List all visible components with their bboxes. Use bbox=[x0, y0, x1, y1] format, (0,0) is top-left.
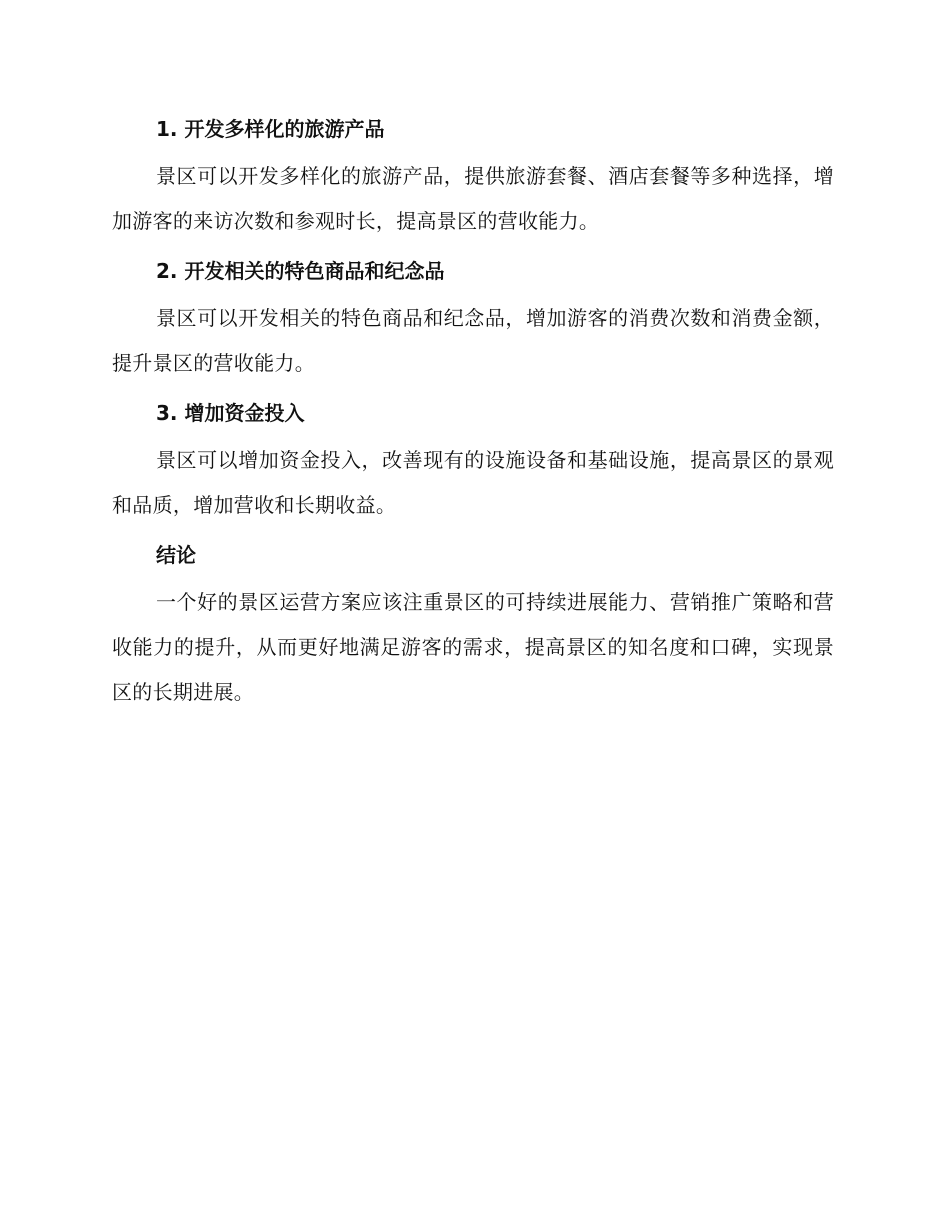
section-paragraph-1: 景区可以开发多样化的旅游产品，提供旅游套餐、酒店套餐等多种选择，增加游客的来访次数和参观时长，提高景区的营收能力。 bbox=[112, 164, 834, 233]
section-heading-3: 3. 增加资金投入 bbox=[156, 401, 305, 425]
section-heading-2: 2. 开发相关的特色商品和纪念品 bbox=[156, 259, 445, 283]
conclusion-heading: 结论 bbox=[156, 543, 196, 567]
conclusion-paragraph: 一个好的景区运营方案应该注重景区的可持续进展能力、营销推广策略和营收能力的提升，从而更好地满足游客的需求，提高景区的知名度和口碑，实现景区的长期进展。 bbox=[112, 590, 834, 704]
document-body bbox=[112, 112, 834, 715]
section-paragraph-2: 景区可以开发相关的特色商品和纪念品，增加游客的消费次数和消费金额，提升景区的营收能力。 bbox=[112, 306, 834, 375]
section-heading-1: 1. 开发多样化的旅游产品 bbox=[156, 117, 385, 141]
section-paragraph-3: 景区可以增加资金投入，改善现有的设施设备和基础设施，提高景区的景观和品质，增加营收和长期收益。 bbox=[112, 448, 834, 517]
